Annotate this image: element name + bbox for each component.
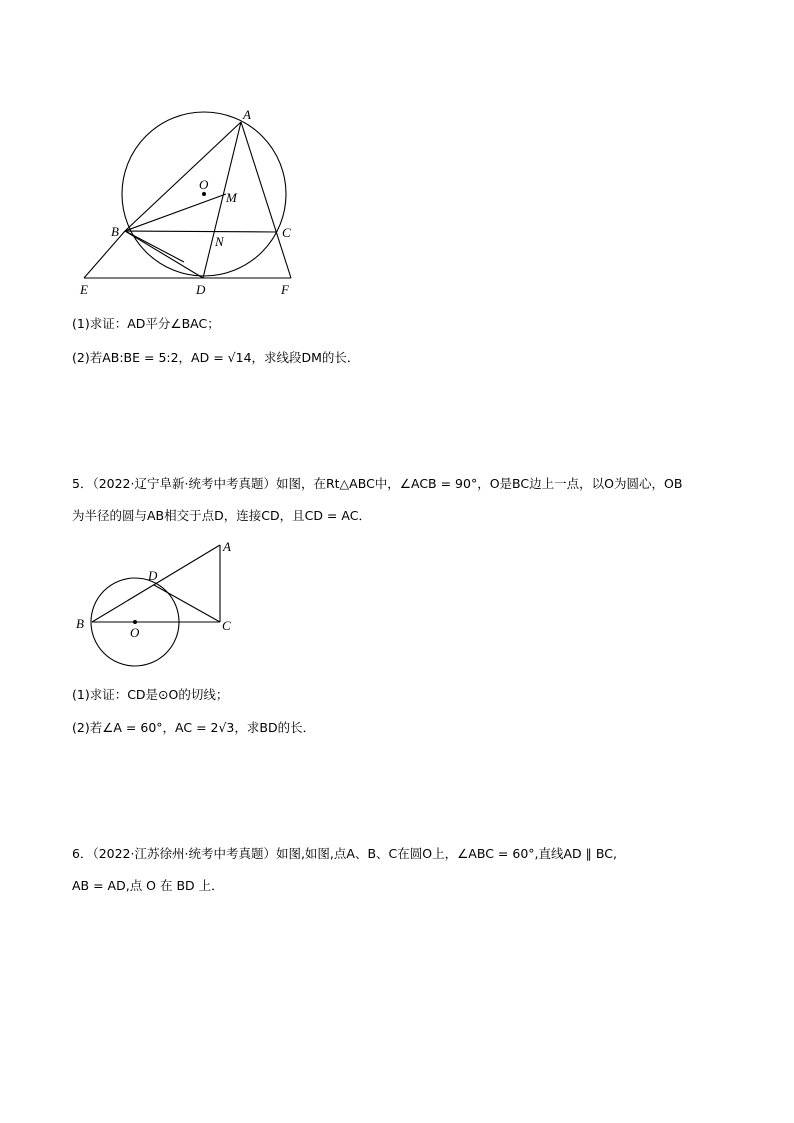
center-point-o [202,192,206,196]
label-n: N [215,234,224,249]
segment-bc [125,231,277,232]
center-point-o [133,620,137,624]
problem5-statement-line2: 为半径的圆与AB相交于点D，连接CD，且CD = AC． [72,508,371,523]
label-a: A [243,107,251,122]
problem4-part1: (1)求证：AD平分∠BAC； [72,316,220,331]
problem5-statement-line1: 5．（2022·辽宁阜新·统考中考真题）如图，在Rt△ABC中，∠ACB = 90°，O是BC边上一点，以O为圆心，OB [72,476,683,491]
segment-af [241,122,291,278]
problem6-statement-line1: 6．（2022·江苏徐州·统考中考真题）如图,如图,点A、B、C在圆O上，∠ABC = 60°,直线AD ∥ BC, [72,846,617,861]
segment-ab [125,122,241,231]
label-a: A [223,539,231,554]
segment-cd [154,585,220,622]
label-e: E [80,282,88,297]
problem5-part2: (2)若∠A = 60°，AC = 2√3，求BD的长． [72,720,316,735]
segment-bm [125,194,226,231]
segment-ab [92,545,220,622]
label-o: O [130,625,140,640]
problem4-part2: (2)若AB:BE = 5:2，AD = √14，求线段DM的长． [72,350,360,365]
label-f: F [281,282,289,297]
label-m: M [226,190,237,205]
label-o: O [199,177,209,192]
problem6-statement-line2: AB = AD,点 O 在 BD 上． [72,878,224,893]
label-b: B [76,616,84,631]
label-b: B [111,224,119,239]
label-d: D [196,282,206,297]
geometry-figure-right-triangle [70,535,240,675]
segment-bd [125,231,203,278]
problem5-part1: (1)求证：CD是⊙O的切线； [72,687,229,702]
label-c: C [222,618,231,633]
geometry-figure-circle-triangle [70,100,310,305]
label-c: C [282,225,291,240]
label-d: D [148,568,158,583]
